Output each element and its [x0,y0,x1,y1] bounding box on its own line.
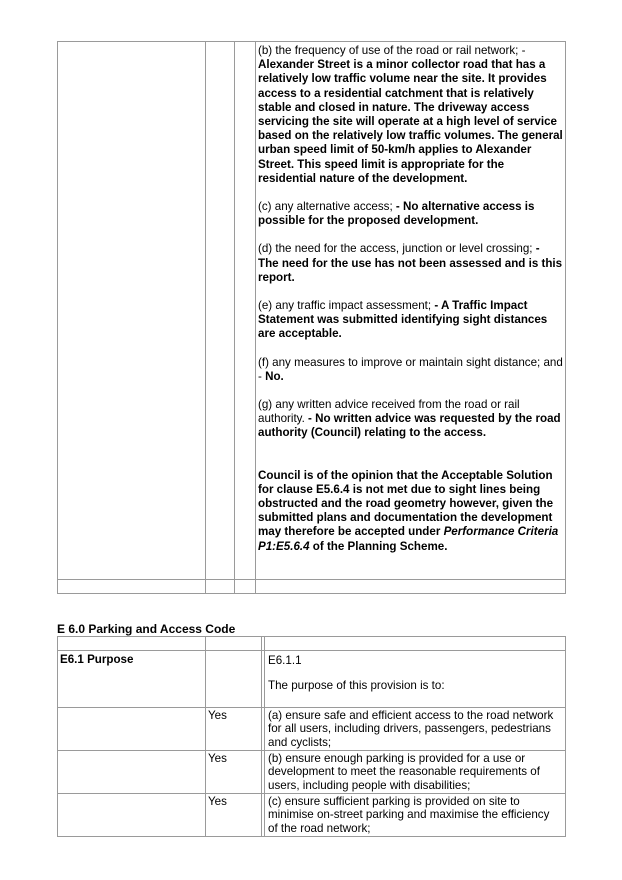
council-opinion: Council is of the opinion that the Acceptable Solution for clause E5.6.4 is not met due to sight lines being obstructed and the road geometry however, given the submitted plans and documentation the development may therefore be accepted under Performance Criteria P1:E5.6.4 of the Planning Scheme. [258,468,559,553]
blank-cell [206,580,235,594]
criterion-f: (f) any measures to improve or maintain sight distance; and - No. [258,355,563,383]
assessment-text-cell [256,42,566,580]
purpose-item-b: (b) ensure enough parking is provided for a use or development to meet the reasonable requirements of users, including people with disabilities; [265,751,566,794]
status-yes: Yes [206,794,262,837]
purpose-item-a: (a) ensure safe and efficient access to the road network for all users, including drivers, passengers, pedestrians and cyclists; [265,708,566,751]
blank-cell [206,42,235,580]
table-row [58,708,566,751]
blank-cell [235,580,256,594]
blank-cell [235,42,256,580]
blank-cell [58,580,206,594]
clause-id: E6.1.1 [268,654,302,667]
blank-cell [206,651,262,708]
status-yes: Yes [206,751,262,794]
criterion-g: (g) any written advice received from the road or rail authority. - No written advice was requested by the road authority (Council) relating to the access. [258,398,561,440]
intro-text: The purpose of this provision is to: [268,679,445,693]
purpose-label: E6.1 Purpose [58,651,206,708]
blank-cell [58,708,206,751]
blank-cell [265,637,566,651]
blank-cell [206,637,262,651]
assessment-table-continued [57,41,566,594]
blank-cell [58,751,206,794]
table-row [58,794,566,837]
purpose-intro [265,651,566,708]
table-row [58,751,566,794]
parking-access-table [57,636,566,837]
criterion-e: (e) any traffic impact assessment; - A Traffic Impact Statement was submitted identifying sight distances are acceptable. [258,299,548,341]
status-yes: Yes [206,708,262,751]
blank-cell [256,580,566,594]
blank-cell [58,637,206,651]
blank-cell [58,42,206,580]
criterion-b: (b) the frequency of use of the road or rail network; - Alexander Street is a minor collector road that has a relatively low traffic volume near the site. It provides access to a residential catchment that is relatively stable and closed in nature. The driveway access servicing the site will operate at a high level of service based on the relatively low traffic volumes. The general urban speed limit of 50-km/h applies to Alexander Street. This speed limit is appropriate for the residential nature of the development. [258,44,563,185]
section-heading: E 6.0 Parking and Access Code [57,622,236,636]
purpose-item-c: (c) ensure sufficient parking is provided on site to minimise on-street parking and maximise the efficiency of the road network; [265,794,566,837]
criterion-d: (d) the need for the access, junction or level crossing; - The need for the use has not been assessed and is this report. [258,242,563,284]
criterion-c: (c) any alternative access; - No alternative access is possible for the proposed development. [258,200,535,228]
blank-cell [58,794,206,837]
